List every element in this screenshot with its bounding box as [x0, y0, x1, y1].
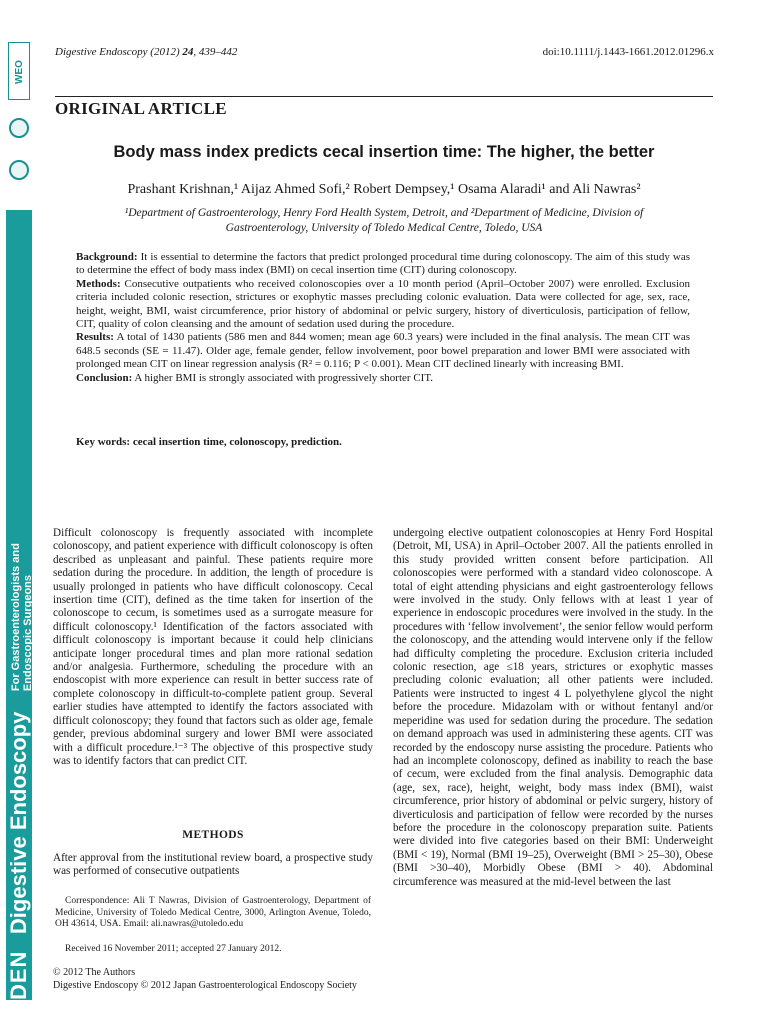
sidebar-subtitle-1: For Gastroenterologists and	[9, 543, 22, 692]
sidebar-journal-banner	[6, 210, 32, 1000]
intro-paragraph: Difficult colonoscopy is frequently associated with incomplete colonoscopy, and patient experience with difficult colonoscopy is often described as unpleasant and painful. These patients require more sedation during the procedure. In addition, the length of procedure is usually prolonged in patients who have difficult colonoscopy. Cecal insertion time (CIT), defined as the time taken for insertion of the colonoscope to cecum, is sometimes used as a surrogate measure for difficult colonoscopy.¹ Identification of the factors associated with difficult colonoscopy is important because it could help clinicians anticipate longer procedural times and plan more rational sedation and/or analgesia. Furthermore, scheduling the procedure with an endoscopist with more experience can result in better success rate of complete colonoscopy in difficult-to-complete patient group. Several earlier studies have attempted to identify the factors associated with difficult colonoscopy; they found that factors such as older age, female gender, previous abdominal surgery and lower BMI were associated with a difficult procedure.¹⁻³ The objective of this prospective study was to identify factors that can predict CIT.	[53, 527, 373, 767]
keywords: Key words: cecal insertion time, colonoscopy, prediction.	[76, 436, 342, 448]
copyright-society: Digestive Endoscopy © 2012 Japan Gastroenterological Endoscopy Society	[53, 980, 357, 991]
methods-paragraph-continued: undergoing elective outpatient colonoscopies at Henry Ford Hospital (Detroit, MI, USA) in April–October 2007. All the patients enrolled in this study provided written consent before participation. All colonoscopies were performed with a standard video colonoscope. A total of eight attending physicians and eight gastroenterology fellows were involved in the study. Only fellows with at least 1 year of experience in endoscopic procedures were involved in the study. In the procedures with ‘fellow involvement’, the senior fellow would perform the colonoscopy, and the attending would intervene only if the fellow had difficulty completing the procedure. Exclusion criteria included colonic resection, age ≤18 years, strictures or exophytic masses precluding colonic evaluation; all other patients were included. Patients were instructed to ingest 4 L polyethylene glycol the night before the procedure. Midazolam with or without fentanyl and/or meperidine was used for sedation during the procedure. The sedation on demand approach was used in administering these agents. CIT was recorded by the endoscopy nurse assisting the procedure. Patients who had an incomplete colonoscopy, defined as inability to reach the base of cecum, were excluded from the final analysis. Demographic data (age, sex, race), height, weight, body mass index (BMI), waist circumference, prior history of abdominal or pelvic surgery, history of diverticulosis and participation of fellow were recorded by the nurses before the procedure in the colonoscopy preparation suite. Patients were divided into five categories based on their BMI: Underweight (BMI < 19), Normal (BMI 19–25), Overweight (BMI > 25–30), Obese (BMI >30–40), Morbidly Obese (BMI > 40). Abdominal circumference was measured at the mid-level between the last	[393, 527, 713, 888]
methods-heading: METHODS	[182, 829, 244, 841]
society-logo-icon	[9, 118, 29, 138]
sidebar-den: DEN	[6, 950, 31, 1000]
copyright	[53, 966, 357, 992]
weo-logo	[8, 42, 30, 100]
abstract-results: Results: A total of 1430 patients (586 men and 844 women; mean age 60.3 years) were included in the final analysis. The mean CIT was 648.5 seconds (SE = 11.47). Older age, female gender, fellow involvement, poor bowel preparation and lower BMI were associated with prolonged mean CIT on linear regression analysis (R² = 0.116; P < 0.001). Mean CIT declined linearly with increasing BMI.	[76, 331, 690, 371]
article-type: ORIGINAL ARTICLE	[55, 99, 227, 118]
journal-volume: 24	[182, 46, 194, 58]
received-dates: Received 16 November 2011; accepted 27 January 2012.	[65, 944, 282, 954]
weo-logo-text: WEO	[14, 60, 25, 84]
abstract-background: Background: It is essential to determine the factors that predict prolonged procedural time during colonoscopy. The aim of this study was to determine the effect of body mass index (BMI) on cecal insertion time (CIT) during colonoscopy.	[76, 251, 690, 277]
sidebar-subtitle-2: Endoscopic Surgeons	[21, 574, 34, 692]
header-rule	[55, 96, 713, 97]
correspondence-note: Correspondence: Ali T Nawras, Division of Gastroenterology, Department of Medicine, University of Toledo Medical Centre, 3000, Arlington Avenue, Toledo, OH 43614, USA. Email: ali.nawras@utoledo.edu	[55, 896, 371, 930]
author-affiliations: ¹Department of Gastroenterology, Henry Ford Health System, Detroit, and ²Department of Medicine, Division of Gastroenterology, University of Toledo Medical Centre, Toledo, USA	[124, 207, 644, 234]
jges-logo-icon	[9, 160, 29, 180]
abstract-methods: Methods: Consecutive outpatients who received colonoscopies over a 10 month period (April–October 2007) were enrolled. Exclusion criteria included colonic resection, strictures or exophytic masses precluding colonic evaluation. Data were collected for age, sex, race, height, weight, BMI, waist circumference, prior history of abdominal or pelvic surgery, history of diverticulosis, participation of fellow, CIT, quality of colon cleansing and the amount of sedation used during the procedure.	[76, 277, 690, 331]
methods-paragraph-start: After approval from the institutional review board, a prospective study was performed of consecutive outpatients	[53, 852, 373, 878]
journal-citation: Digestive Endoscopy (2012) 24, 439–442	[55, 46, 238, 58]
copyright-authors: © 2012 The Authors	[53, 967, 136, 978]
article-authors: Prashant Krishnan,¹ Aijaz Ahmed Sofi,² Robert Dempsey,¹ Osama Alaradi¹ and Ali Nawras²	[127, 182, 641, 197]
article-title: Body mass index predicts cecal insertion time: The higher, the better	[113, 143, 655, 161]
abstract	[76, 251, 690, 385]
abstract-conclusion: Conclusion: A higher BMI is strongly associated with progressively shorter CIT.	[76, 371, 433, 384]
doi[interactable]: doi:10.1111/j.1443-1661.2012.01296.x	[542, 46, 714, 58]
sidebar-journal-name: Digestive Endoscopy	[6, 711, 31, 935]
journal-sidebar	[0, 0, 34, 1024]
